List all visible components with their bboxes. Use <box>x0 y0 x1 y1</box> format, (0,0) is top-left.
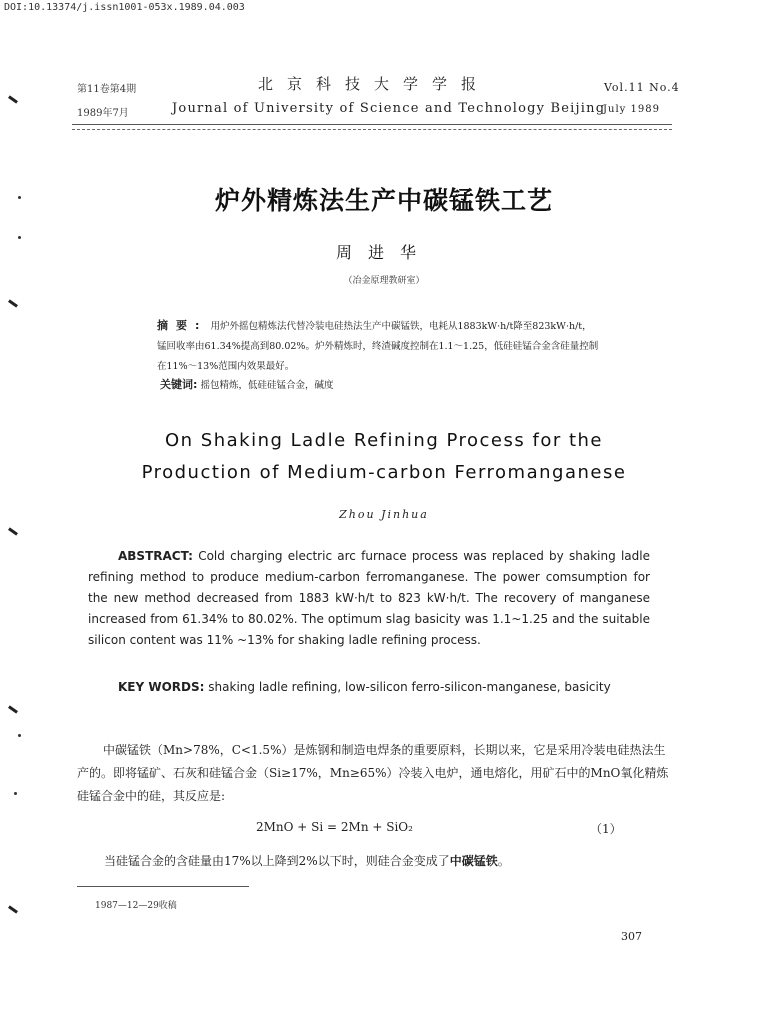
abstract-cn-text: 用炉外摇包精炼法代替冷装电硅热法生产中碳锰铁，电耗从1883kW·h/t降至823kW·h/t，锰回收率由61.34%提高到80.02%。炉外精炼时，终渣碱度控制在1.1～1.25，低硅硅锰合金含硅量控制在11%～13%范围内效果最好。 <box>157 321 599 372</box>
scan-margin-mark <box>8 527 18 535</box>
author-cn: 周进华 <box>335 243 432 262</box>
abstract-en <box>88 546 650 651</box>
abstract-cn <box>157 316 599 377</box>
affiliation-cn: （冶金原理教研室） <box>343 276 425 286</box>
header-rule <box>72 124 672 125</box>
scan-margin-dot <box>14 792 17 795</box>
author-en: Zhou Jinhua <box>339 508 429 521</box>
date-en: July 1989 <box>603 104 660 115</box>
date-cn: 1989年7月 <box>77 108 129 119</box>
footnote-rule <box>77 886 249 887</box>
paper-title-en-line2: Production of Medium-carbon Ferromanganese <box>141 462 627 483</box>
body-paragraph-2-emphasis: 中碳锰铁 <box>449 854 498 868</box>
scan-margin-mark <box>8 95 18 103</box>
page-number: 307 <box>621 930 642 943</box>
keywords-cn <box>160 376 333 392</box>
paper-title-cn: 炉外精炼法生产中碳锰铁工艺 <box>214 186 553 215</box>
scan-margin-mark <box>8 705 18 713</box>
journal-title-cn: 北京科技大学学报 <box>258 75 491 93</box>
header-rule-dashed <box>72 129 672 130</box>
abstract-en-text: Cold charging electric arc furnace process was replaced by shaking ladle refining method to produce medium-carbon ferromanganese. The power comsumption for the new method decreased from 1883 kW·h/t to 823 kW·h/t. The recovery of manganese increased from 61.34% to 80.02%. The optimum slag basicity was 1.1~1.25 and the suitable silicon content was 11% ~13% for shaking ladle refining process. <box>88 549 650 647</box>
paper-title-en-line1: On Shaking Ladle Refining Process for the <box>164 430 603 451</box>
volume-en: Vol.11 No.4 <box>604 81 680 94</box>
scan-margin-mark <box>8 299 18 307</box>
keywords-cn-label: 关键词: <box>160 378 198 391</box>
keywords-en-label: KEY WORDS: <box>118 680 205 694</box>
body-paragraph-2-text: 当硅锰合金的含硅量由17%以上降到2%以下时，则硅合金变成了 <box>104 854 450 868</box>
body-paragraph-1: 中碳锰铁（Mn>78%，C<1.5%）是炼钢和制造电焊条的重要原料，长期以来，它是采用冷装电硅热法生产的。即将锰矿、石灰和硅锰合金（Si≥17%，Mn≥65%）冷装入电炉，通电熔化，用矿石中的MnO氧化精炼硅锰合金中的硅，其反应是: <box>77 743 669 803</box>
scan-margin-dot <box>18 236 21 239</box>
journal-title-en: Journal of University of Science and Technology Beijing <box>172 101 606 116</box>
abstract-cn-label: 摘要: <box>157 319 208 332</box>
keywords-cn-text: 摇包精炼，低硅硅锰合金，碱度 <box>200 380 334 391</box>
doi-line: DOI:10.13374/j.issn1001-053x.1989.04.003 <box>4 2 245 13</box>
scan-margin-dot <box>18 734 21 737</box>
keywords-en-text: shaking ladle refining, low-silicon ferro-silicon-manganese, basicity <box>208 680 611 694</box>
scan-margin-mark <box>8 905 18 913</box>
scan-margin-dot <box>18 196 21 199</box>
equation-number: （1） <box>590 822 622 836</box>
abstract-en-label: ABSTRACT: <box>118 549 193 563</box>
footnote-received-date: 1987—12—29收稿 <box>95 901 177 911</box>
equation-expression: 2MnO + Si = 2Mn + SiO₂ <box>256 820 413 834</box>
keywords-en <box>88 677 650 698</box>
volume-issue-cn: 第11卷第4期 <box>77 84 137 95</box>
body-paragraph-2 <box>104 852 510 869</box>
body-paragraph-2-end: 。 <box>497 854 510 868</box>
